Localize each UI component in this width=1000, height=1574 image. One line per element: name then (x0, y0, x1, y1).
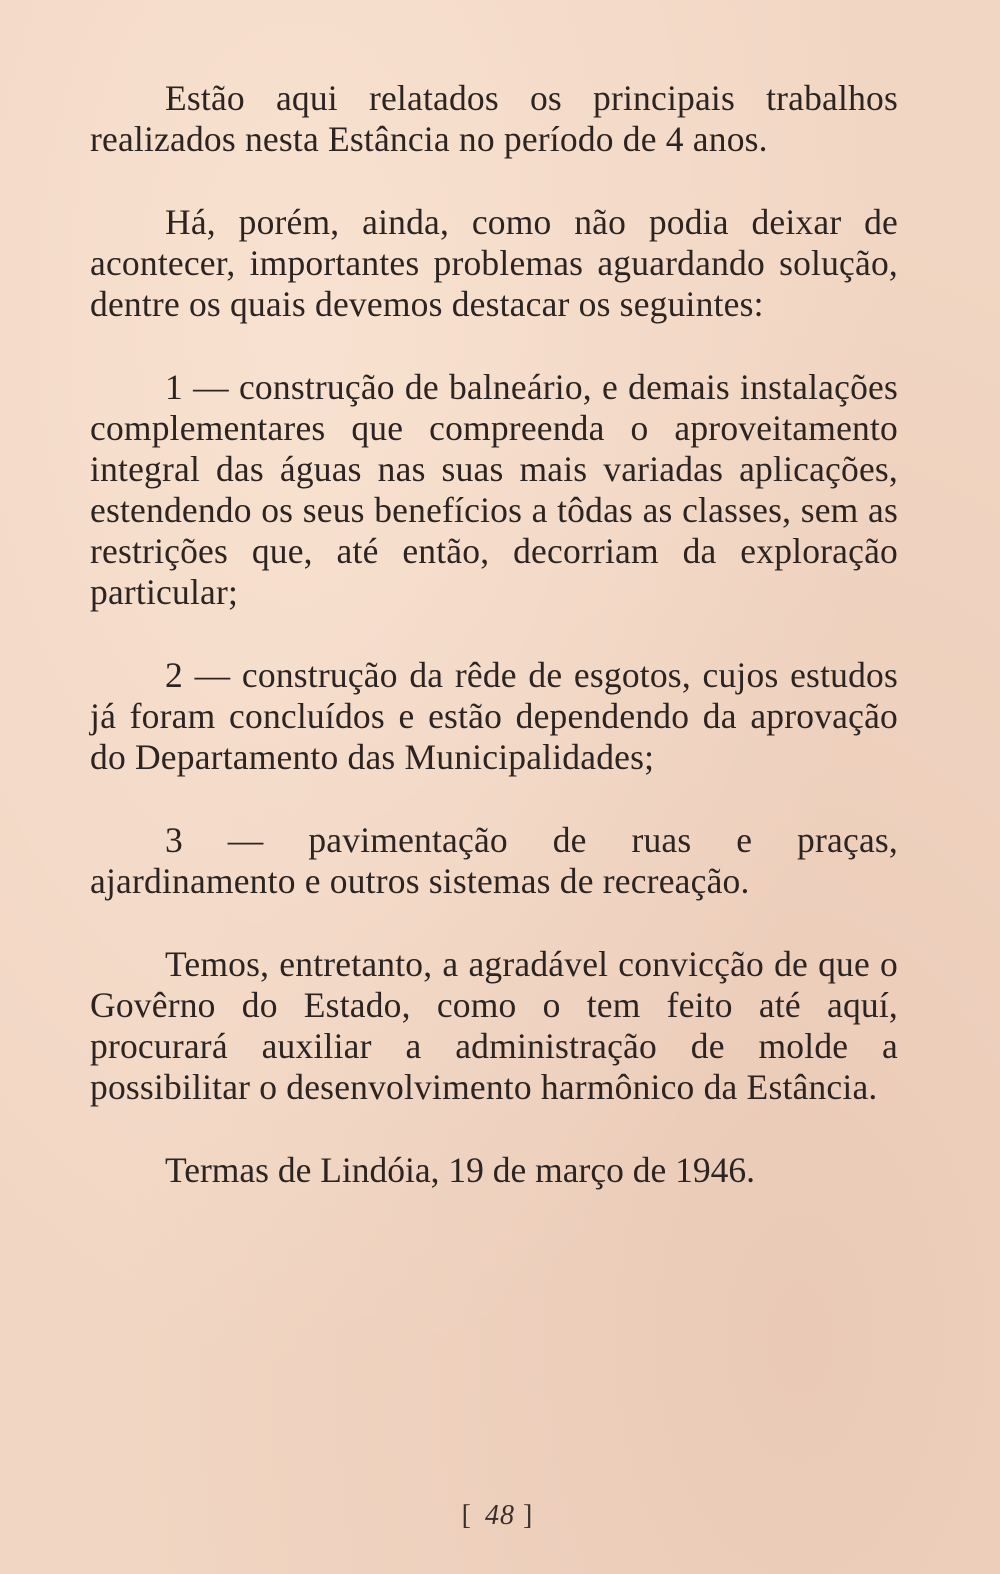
page-number-close-bracket: ] (523, 1500, 539, 1531)
document-page (90, 78, 898, 1191)
paragraph-conclusion: Temos, entretanto, a agradável convicção de que o Govêrno do Estado, como o tem feito até aquí, procurará auxiliar a administração de molde a possibilitar o desenvolvimento harmônico da Estância. (90, 944, 898, 1107)
paragraph-intro: Estão aqui relatados os principais trabalhos realizados nesta Estância no período de 4 anos. (90, 78, 898, 159)
list-item-3: 3 — pavimentação de ruas e praças, ajardinamento e outros sistemas de recreação. (90, 820, 898, 901)
dateline: Termas de Lindóia, 19 de março de 1946. (165, 1150, 755, 1190)
page-number-value: 48 (485, 1500, 515, 1531)
page-number (0, 1500, 1000, 1532)
list-item-2: 2 — construção da rêde de esgotos, cujos estudos já foram concluídos e estão dependendo da aprovação do Departamento das Municipalidades; (90, 655, 898, 777)
page-number-open-bracket: [ (461, 1500, 477, 1531)
paragraph-problems: Há, porém, ainda, como não podia deixar de acontecer, importantes problemas aguardando solução, dentre os quais devemos destacar os seguintes: (90, 202, 898, 324)
list-item-1: 1 — construção de balneário, e demais instalações complementares que compreenda o aproveitamento integral das águas nas suas mais variadas aplicações, estendendo os seus benefícios a tôdas as classes, sem as restrições que, até então, decorriam da exploração particular; (90, 367, 898, 612)
